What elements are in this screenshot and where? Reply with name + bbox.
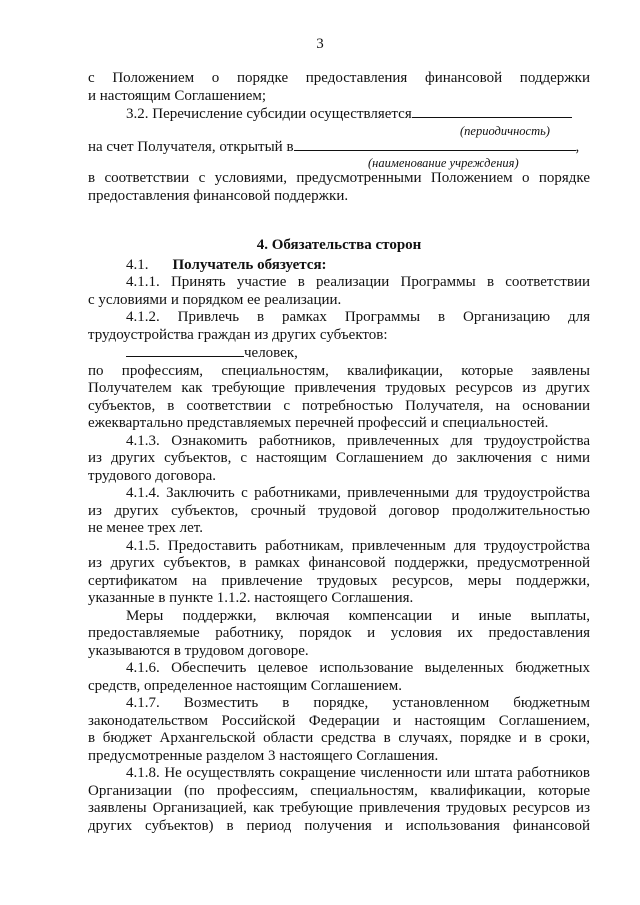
clause-4-1-3-a: 4.1.3. Ознакомить работников, привлеченных для трудоустройства	[126, 432, 590, 449]
clause-4-1-1-a: 4.1.1. Принять участие в реализации Программы в соответствии	[126, 274, 590, 290]
clause-3-2	[88, 105, 590, 124]
clause-3-2-line-b: предоставления финансовой поддержки.	[88, 187, 349, 204]
clause-4-1-4-b: из других субъектов, срочный трудовой договор продолжительностью	[88, 502, 590, 519]
clause-4-1-2-f: ежеквартально представляемых перечней профессий и специальностей.	[88, 415, 549, 431]
clause-4-1-4-a: 4.1.4. Заключить с работниками, привлеченными для трудоустройства	[126, 485, 590, 501]
clause-4-1-8-a: 4.1.8. Не осуществлять сокращение численности или штата работников	[126, 765, 590, 781]
clause-4-1-2-d: Получателем как требующие привлечения трудовых ресурсов из других	[88, 380, 590, 396]
clause-4-1-3-b: из других субъектов, с настоящим Соглашением до заключения с ними	[88, 450, 590, 466]
clause-3-2-text: 3.2. Перечисление субсидии осуществляется	[126, 106, 412, 122]
page-number: 3	[316, 36, 324, 52]
clause-4-1-6-b: средств, определенное настоящим Соглашением.	[88, 677, 402, 694]
clause-4-1-num: 4.1.	[126, 256, 149, 273]
clause-4-1-5-g: указываются в трудовом договоре.	[88, 642, 309, 659]
clause-4-1-5-c: сертификатом на привлечение трудовых ресурсов, меры поддержки,	[88, 572, 590, 589]
document-body	[88, 70, 590, 835]
periodicity-hint: (периодичность)	[460, 123, 550, 138]
clause-4-1-2-b: трудоустройства граждан из других субъектов:	[88, 326, 388, 343]
clause-4-1-7-b: законодательством Российской Федерации и настоящим Соглашением,	[88, 712, 590, 729]
institution-blank	[294, 138, 576, 151]
account-end: ,	[575, 138, 580, 155]
account-line	[88, 138, 590, 157]
intro-line-1: с Положением о порядке предоставления финансовой поддержки	[88, 70, 590, 86]
people-count-blank	[126, 344, 244, 357]
clause-4-1-5-f: предоставляемые работнику, порядок и условия их предоставления	[88, 625, 590, 641]
clause-4-1-5-b: из других субъектов, в рамках финансовой поддержки, предусмотренной	[88, 555, 590, 571]
clause-4-1-2-e: субъектов, в соответствии с потребностью Получателя, на основании	[88, 397, 590, 414]
clause-4-1-2-c: по профессиям, специальностям, квалификации, которые заявлены	[88, 362, 590, 379]
clause-4-1-1-b: с условиями и порядком ее реализации.	[88, 291, 342, 308]
clause-3-2-line-a: в соответствии с условиями, предусмотренными Положением о порядке	[88, 170, 590, 186]
intro-line-2: и настоящим Соглашением;	[88, 87, 267, 104]
clause-4-1-6-a: 4.1.6. Обеспечить целевое использование выделенных бюджетных	[126, 660, 590, 676]
clause-4-1-title: Получатель обязуется:	[172, 256, 327, 273]
clause-4-1-7-a: 4.1.7. Возместить в порядке, установленном бюджетным	[126, 695, 590, 711]
clause-4-1-8-c: заявлены Организацией, как требующие привлечения трудовых ресурсов из	[88, 800, 590, 816]
clause-4-1-5-d: указанные в пункте 1.1.2. настоящего Соглашения.	[88, 590, 414, 606]
clause-4-1-8-b: Организации (по профессиям, специальностям, квалификации, которые	[88, 782, 590, 799]
clause-4-1-8-d: других субъектов) в период получения и использования финансовой	[88, 817, 590, 834]
account-text: на счет Получателя, открытый в	[88, 138, 294, 155]
clause-4-1-7-c: в бюджет Архангельской области средства в случаях, порядке и в сроки,	[88, 730, 590, 746]
clause-4-1-2-a: 4.1.2. Привлечь в рамках Программы в Организацию для	[126, 309, 590, 325]
people-label: человек,	[244, 345, 298, 361]
clause-4-1	[88, 257, 590, 275]
clause-4-1-4-c: не менее трех лет.	[88, 520, 203, 536]
periodicity-blank	[412, 105, 572, 118]
clause-4-1-3-c: трудового договора.	[88, 467, 217, 484]
clause-4-1-5-e: Меры поддержки, включая компенсации и иные выплаты,	[126, 607, 590, 624]
clause-4-1-5-a: 4.1.5. Предоставить работникам, привлеченным для трудоустройства	[126, 537, 590, 554]
section-4-heading: 4. Обязательства сторон	[256, 237, 422, 253]
clause-4-1-2-people	[88, 344, 590, 363]
clause-4-1-7-d: предусмотренные разделом 3 настоящего Соглашения.	[88, 747, 439, 764]
institution-hint: (наименование учреждения)	[368, 156, 519, 170]
